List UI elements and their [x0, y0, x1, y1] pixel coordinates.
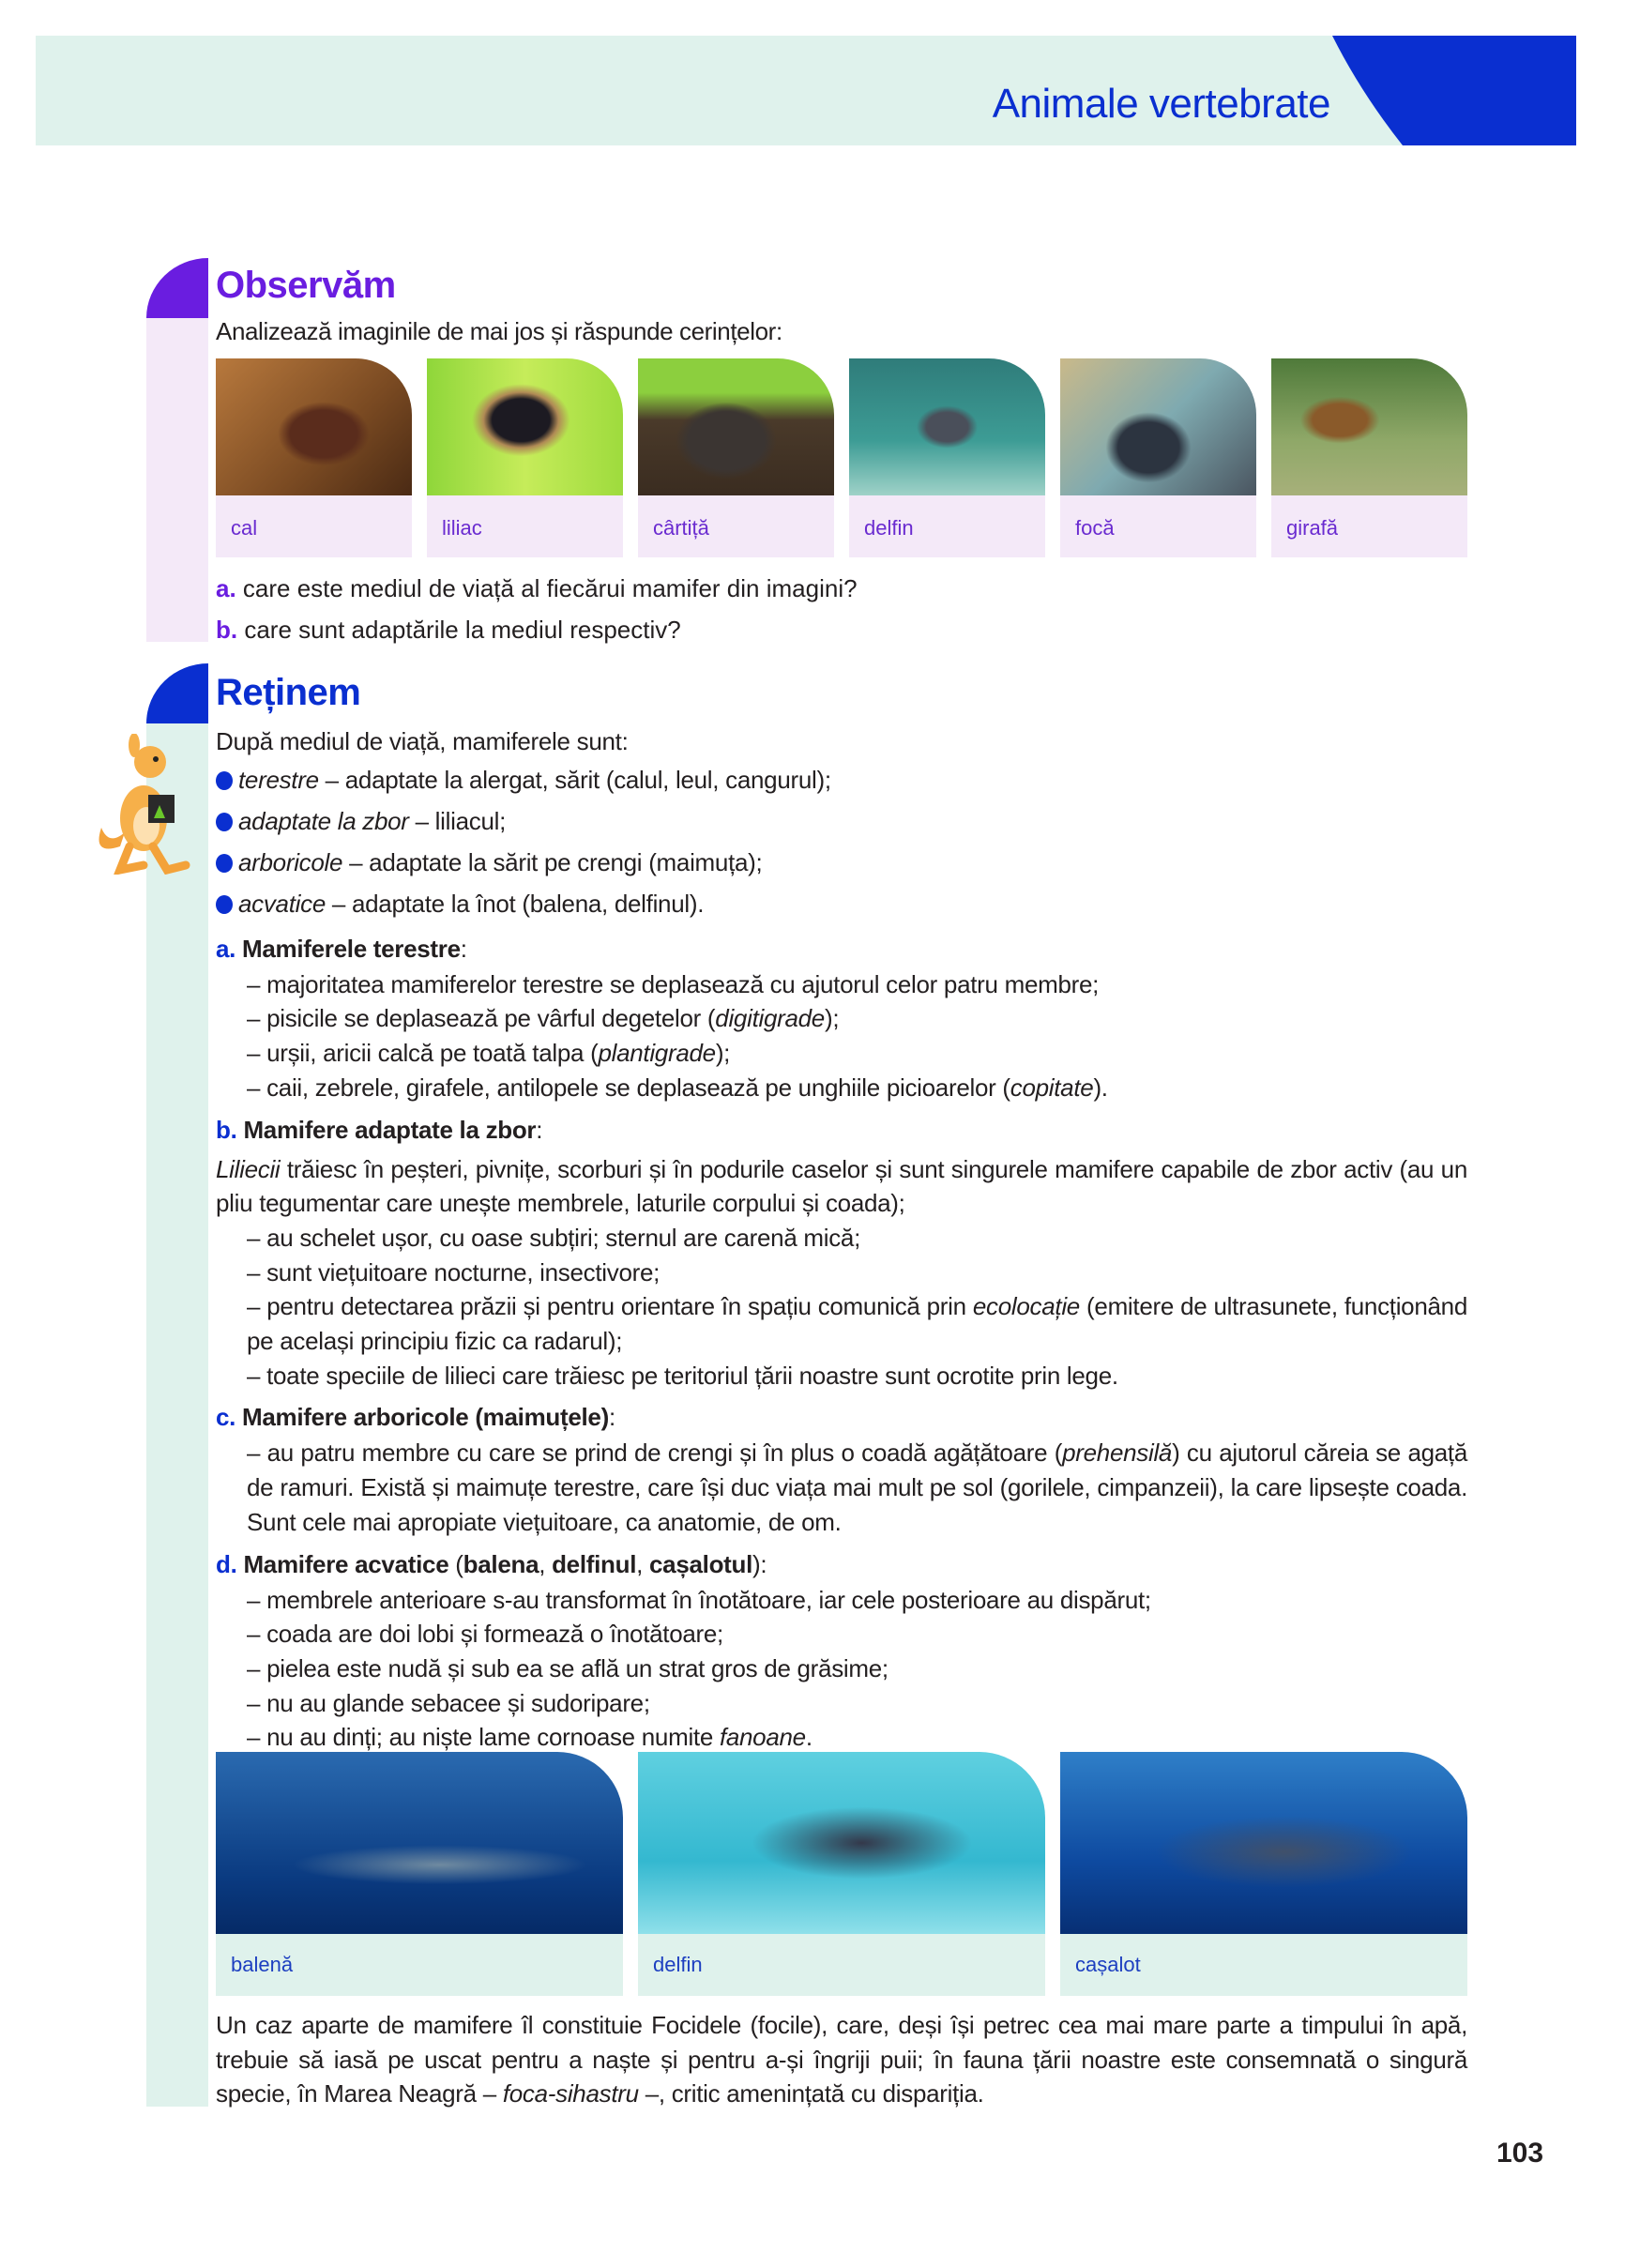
image-caption: cașalot	[1060, 1934, 1467, 1996]
text-run: – majoritatea mamiferelor terestre se deplasează cu ajutorul celor patru membre;	[247, 969, 1100, 998]
image-card-sperm-whale	[1060, 1752, 1467, 1996]
animal-images	[216, 358, 1467, 557]
text-run: copitate	[1010, 1073, 1094, 1102]
image-caption: cârtiță	[638, 495, 834, 557]
section-item	[216, 967, 1467, 1002]
section-item	[216, 1359, 1467, 1393]
text-run: ).	[1093, 1073, 1108, 1102]
section-heading	[216, 1111, 1467, 1149]
text-run: ,	[539, 1549, 553, 1578]
text-run: :	[536, 1115, 543, 1144]
text-run: acvatice	[238, 889, 326, 918]
dolphin-photo	[849, 358, 1045, 495]
text-run: plantigrade	[598, 1039, 716, 1068]
text-run: trăiesc în peșteri, pivnițe, scorburi și în podurile caselor și sunt singurele mamifere capabile de zbor activ (au un pliu tegumentar care unește membrele, laturile corpului și coada);	[216, 1154, 1467, 1218]
text-run: – caii, zebrele, girafele, antilopele se deplasează pe unghiile picioarelor (	[247, 1073, 1010, 1102]
question-b	[216, 616, 681, 645]
text-run: – au patru membre cu care se prind de crengi și în plus o coadă agățătoare (	[247, 1438, 1063, 1468]
section-letter: b.	[216, 1115, 244, 1144]
text-run: – adaptate la alergat, sărit (calul, leul, cangurul);	[318, 765, 831, 794]
text-run: ecolocație	[972, 1292, 1080, 1321]
section-item	[216, 1071, 1467, 1105]
seals-paragraph	[216, 2008, 1467, 2111]
text-run: cașalotul	[649, 1549, 753, 1578]
section-item	[216, 1583, 1467, 1618]
image-card-horse	[216, 358, 412, 557]
retinem-intro: După mediul de viață, mamiferele sunt:	[216, 727, 629, 755]
bullet-item	[216, 759, 1467, 800]
text-run: Mamiferele terestre	[242, 934, 461, 963]
text-run: :	[460, 934, 467, 963]
section-item	[216, 1436, 1467, 1539]
page-number: 103	[1496, 2138, 1544, 2169]
text-run: );	[715, 1039, 731, 1068]
text-run: balena	[463, 1549, 539, 1578]
text-run: – pielea este nudă și sub ea se află un strat gros de grăsime;	[247, 1653, 888, 1682]
observam-side-strip	[146, 318, 208, 642]
image-caption: liliac	[427, 495, 623, 557]
text-run: – au schelet ușor, cu oase subțiri; sternul are carenă mică;	[247, 1223, 861, 1252]
image-card-bat	[427, 358, 623, 557]
text-run: prehensilă	[1062, 1438, 1173, 1468]
text-run: terestre	[238, 765, 319, 794]
section-item	[216, 1036, 1467, 1071]
observam-heading: Observăm	[216, 265, 396, 306]
text-run: ) cu ajutorul căreia se agață de ramuri. Există și maimuțe terestre, care își duc viața mai mult pe sol (gorilele, cimpanzeii), la care lipsește coada. Sunt cele mai apropiate viețuitoare, ca anatomie, de om.	[247, 1438, 1468, 1536]
seal-photo	[1060, 358, 1256, 495]
image-caption: balenă	[216, 1934, 623, 1996]
image-caption: focă	[1060, 495, 1256, 557]
text-run: – toate speciile de lilieci care trăiesc pe teritoriul țării noastre sunt ocrotite prin lege.	[247, 1361, 1118, 1390]
question-text: care sunt adaptările la mediul respectiv?	[244, 616, 681, 644]
text-run: ,	[636, 1549, 649, 1578]
text-run: – urșii, aricii calcă pe toată talpa (	[247, 1039, 599, 1068]
text-run: – nu au dinți; au niște lame cornoase numite	[247, 1723, 720, 1752]
question-letter: a.	[216, 574, 236, 602]
text-run: – adaptate la înot (balena, delfinul).	[325, 889, 705, 918]
chapter-title: Animale vertebrate	[992, 81, 1330, 127]
text-run: – pentru detectarea prăzii și pentru orientare în spațiu comunică prin	[247, 1292, 973, 1321]
text-run: digitigrade	[715, 1004, 825, 1033]
section-item	[216, 1256, 1467, 1290]
whale-photo	[216, 1752, 623, 1934]
observam-instruction: Analizează imaginile de mai jos și răspunde cerințelor:	[216, 317, 782, 345]
horse-photo	[216, 358, 412, 495]
text-run: – membrele anterioare s-au transformat în înotătoare, iar cele posterioare au dispărut;	[247, 1585, 1151, 1614]
section-heading	[216, 1398, 1467, 1436]
text-run: );	[824, 1004, 840, 1033]
section-letter: a.	[216, 934, 243, 963]
text-run: – coada are doi lobi și formează o înotătoare;	[247, 1620, 723, 1649]
question-letter: b.	[216, 616, 238, 644]
text-run: Un caz aparte de mamifere îl constituie Focidele (focile), care, deși își petrec cea mai mare parte a timpului în apă, trebuie să iasă pe uscat pentru a naște și pentru a-și îngriji puii; în fauna țării noastre este consemnată o singură specie, în Marea Neagră –	[216, 2011, 1467, 2108]
text-run: Liliecii	[216, 1154, 281, 1183]
text-run: :	[608, 1403, 615, 1432]
section-item	[216, 1001, 1467, 1036]
section-item	[216, 1617, 1467, 1652]
text-run: Mamifere acvatice	[243, 1549, 449, 1578]
text-run: –, critic amenințată cu dispariția.	[638, 2079, 984, 2108]
bullet-item	[216, 883, 1467, 924]
mole-photo	[638, 358, 834, 495]
kangaroo-mascot-icon	[92, 734, 205, 875]
image-card-whale	[216, 1752, 623, 1996]
question-a	[216, 574, 858, 603]
image-card-giraffe	[1271, 358, 1467, 557]
section-item	[216, 1289, 1467, 1358]
section-letter: d.	[216, 1549, 244, 1578]
mammal-sections	[216, 930, 1467, 1755]
retinem-side-strip	[146, 723, 208, 2107]
section-letter: c.	[216, 1403, 243, 1432]
text-run: ):	[752, 1549, 767, 1578]
image-card-dolphin	[638, 1752, 1045, 1996]
section-item	[216, 1686, 1467, 1721]
section-heading	[216, 930, 1467, 967]
habitat-bullet-list	[216, 759, 1467, 924]
section-paragraph	[216, 1152, 1467, 1221]
header-corner-decoration	[1332, 36, 1576, 145]
text-run: – liliacul;	[408, 806, 507, 835]
text-run: foca-sihastru	[502, 2079, 639, 2108]
bullet-dot-icon	[216, 854, 233, 873]
text-run: fanoane	[719, 1723, 806, 1752]
bullet-item	[216, 842, 1467, 883]
section-item	[216, 1652, 1467, 1686]
text-run: – adaptate la sărit pe crengi (maimuța);	[342, 847, 763, 876]
section-heading	[216, 1545, 1467, 1583]
observam-tab	[146, 258, 208, 318]
image-caption: delfin	[849, 495, 1045, 557]
text-run: (	[448, 1549, 463, 1578]
text-run: arboricole	[238, 847, 343, 876]
text-run: Mamifere arboricole (maimuțele)	[242, 1403, 609, 1432]
bullet-item	[216, 800, 1467, 842]
text-run: Mamifere adaptate la zbor	[243, 1115, 537, 1144]
retinem-heading: Reținem	[216, 672, 361, 713]
text-run: delfinul	[552, 1549, 637, 1578]
bullet-dot-icon	[216, 813, 233, 831]
retinem-tab	[146, 663, 208, 723]
image-card-dolphin	[849, 358, 1045, 557]
text-run: adaptate la zbor	[238, 806, 409, 835]
aquatic-mammal-images	[216, 1752, 1467, 1996]
bat-photo	[427, 358, 623, 495]
question-text: care este mediul de viață al fiecărui mamifer din imagini?	[242, 574, 858, 602]
text-run: – nu au glande sebacee și sudoripare;	[247, 1688, 650, 1717]
image-card-seal	[1060, 358, 1256, 557]
image-caption: girafă	[1271, 495, 1467, 557]
image-card-mole	[638, 358, 834, 557]
text-run: .	[805, 1723, 812, 1752]
bullet-dot-icon	[216, 771, 233, 790]
image-caption: cal	[216, 495, 412, 557]
image-caption: delfin	[638, 1934, 1045, 1996]
text-run: – pisicile se deplasează pe vârful degetelor (	[247, 1004, 716, 1033]
text-run: (emitere de ultrasunete, funcționând pe același principiu fizic ca radarul);	[247, 1292, 1467, 1356]
chapter-header	[36, 36, 1576, 145]
section-item	[216, 1221, 1467, 1256]
bullet-dot-icon	[216, 895, 233, 914]
section-item	[216, 1720, 1467, 1755]
sperm-whale-photo	[1060, 1752, 1467, 1934]
dolphin-photo	[638, 1752, 1045, 1934]
retinem-body	[216, 724, 1467, 1755]
giraffe-photo	[1271, 358, 1467, 495]
text-run: – sunt viețuitoare nocturne, insectivore;	[247, 1257, 661, 1286]
